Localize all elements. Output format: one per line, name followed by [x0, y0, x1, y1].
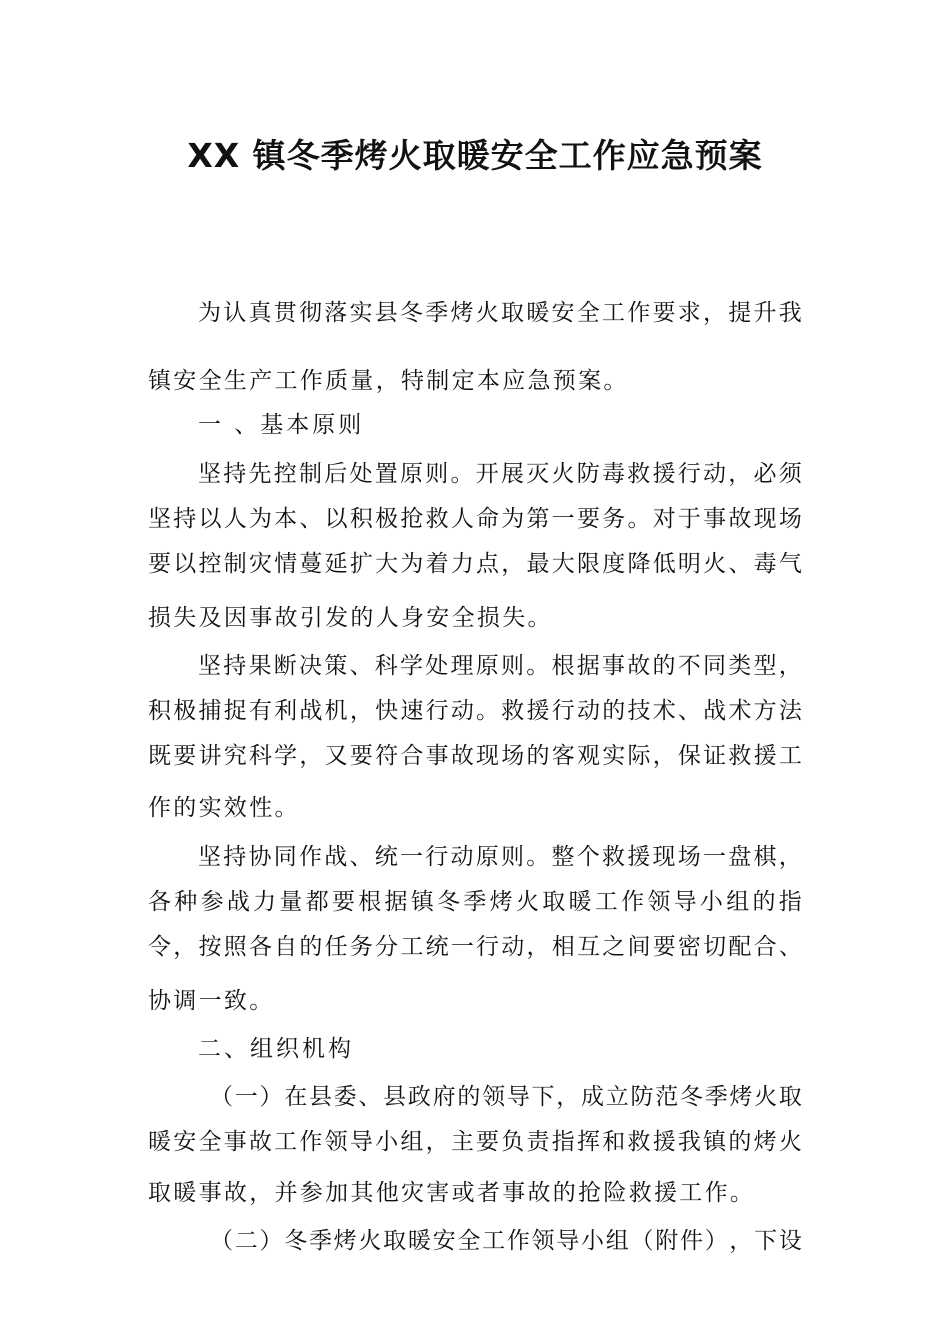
body-line: 各 种 参 战 力 量 都 要 根 据 镇 冬 季 烤 火 取 暖 工 作 领 导 小 组 的 指	[148, 889, 802, 915]
body-line: 积 极 捕 捉 有 利 战 机 ， 快 速 行 动 。 救 援 行 动 的 技 术 、 战 术 方 法	[148, 698, 802, 724]
body-line: 取暖事故，并参加其他灾害或者事故的抢险救援工作。	[148, 1180, 756, 1206]
body-line: 镇安全生产工作质量，特制定本应急预案。	[148, 368, 629, 394]
body-line: 为 认 真 贯 彻 落 实 县 冬 季 烤 火 取 暖 安 全 工 作 要 求 ， 提 升 我	[198, 300, 802, 326]
body-line: 坚 持 以 人 为 本 、 以 积 极 抢 救 人 命 为 第 一 要 务 。 对 于 事 故 现 场	[148, 506, 802, 532]
body-line: （ 一 ） 在 县 委 、 县 政 府 的 领 导 下 ， 成 立 防 范 冬 季 烤 火 取	[210, 1084, 802, 1110]
body-line: 作的实效性。	[148, 795, 300, 821]
body-line: 要 以 控 制 灾 情 蔓 延 扩 大 为 着 力 点 ， 最 大 限 度 降 低 明 火 、 毒 气	[148, 551, 802, 577]
body-line: （ 二 ） 冬 季 烤 火 取 暖 安 全 工 作 领 导 小 组 （ 附 件 ） ， 下 设	[210, 1228, 802, 1254]
body-line: 既 要 讲 究 科 学 ， 又 要 符 合 事 故 现 场 的 客 观 实 际 ， 保 证 救 援 工	[148, 743, 802, 769]
body-line: 令 ， 按 照 各 自 的 任 务 分 工 统 一 行 动 ， 相 互 之 间 要 密 切 配 合 、	[148, 934, 802, 960]
body-line: 暖 安 全 事 故 工 作 领 导 小 组 ， 主 要 负 责 指 挥 和 救 援 我 镇 的 烤 火	[148, 1129, 802, 1155]
section-heading-organization: 二、组织机构	[198, 1036, 354, 1062]
section-heading-basic-principles: 一 、基本原则	[198, 412, 365, 438]
body-line: 损失及因事故引发的人身安全损失。	[148, 605, 553, 631]
body-line: 协调一致。	[148, 988, 275, 1014]
document-title: XX 镇冬季烤火取暖安全工作应急预案	[187, 136, 763, 175]
body-line: 坚 持 先 控 制 后 处 置 原 则 。 开 展 灭 火 防 毒 救 援 行 动 ， 必 须	[198, 461, 802, 487]
body-line: 坚 持 协 同 作 战 、 统 一 行 动 原 则 。 整 个 救 援 现 场 一 盘 棋 ，	[198, 844, 802, 870]
body-line: 坚 持 果 断 决 策 、 科 学 处 理 原 则 。 根 据 事 故 的 不 同 类 型 ，	[198, 653, 802, 679]
